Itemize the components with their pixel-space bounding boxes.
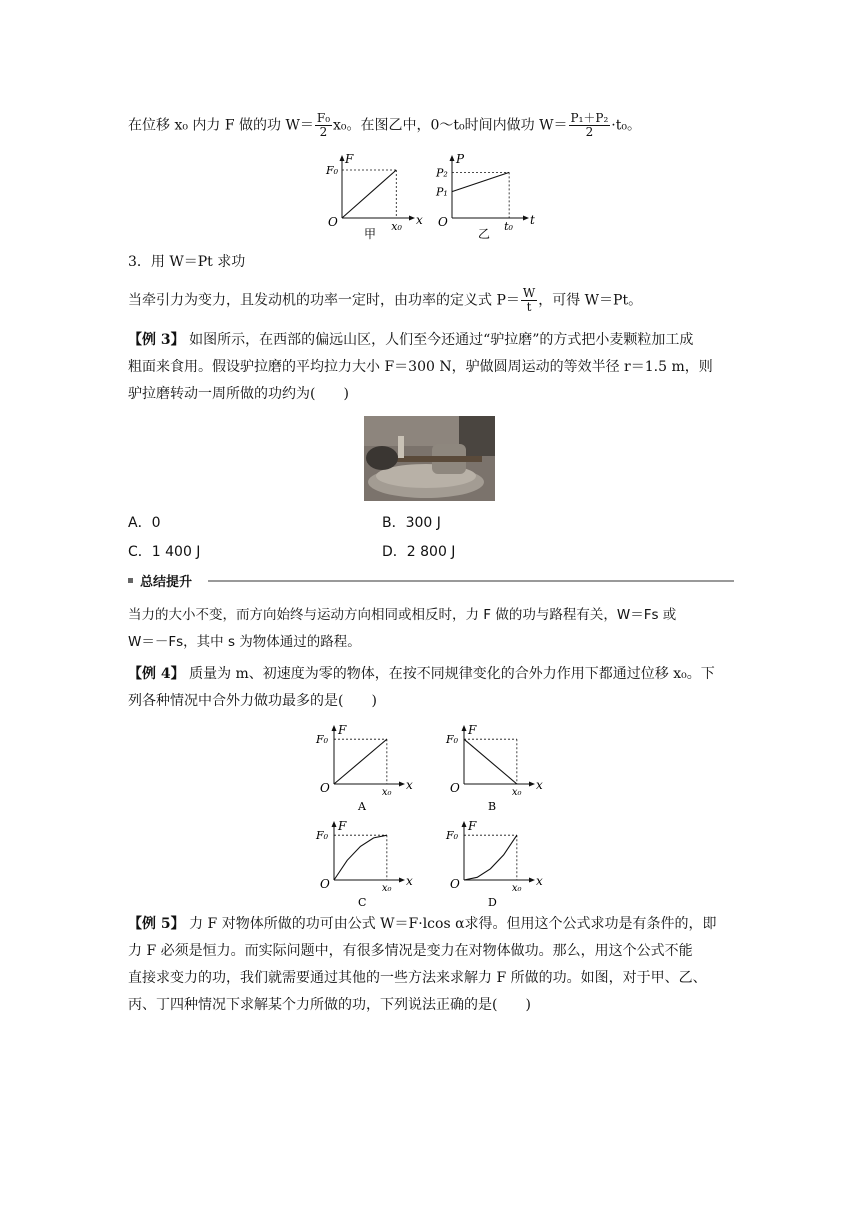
option-a[interactable]: A．0 [128, 515, 161, 531]
graph-option-b [442, 722, 546, 814]
example-3-line-3: 驴拉磨转动一周所做的功约为( ) [128, 386, 349, 402]
fraction-p1p2-over-2: $\frac{\text{P₁＋P₂}}{2}$ [570, 111, 609, 139]
x-axis-label: x [536, 874, 543, 888]
donkey-mill-illustration [364, 416, 495, 501]
x-tick-label: x₀ [511, 883, 522, 894]
x-axis-label: t [530, 213, 535, 227]
donkey [366, 446, 398, 470]
y-tick-label: F₀ [326, 164, 339, 177]
summary-bullet-icon [128, 578, 133, 583]
example-4-line-1: 【例 4】 质量为 m、初速度为零的物体，在按不同规律变化的合外力作用下都通过位移 x₀。下 [128, 666, 715, 682]
x-tick-label: x₀ [391, 220, 402, 233]
summary-label: 总结提升 [140, 575, 193, 590]
y-tick-label: F₀ [446, 829, 459, 843]
graph-caption: A [358, 800, 366, 813]
y-axis-label: P [456, 152, 465, 166]
summary-section-header [128, 574, 734, 588]
example-5-line-3: 直接求变力的功，我们就需要通过其他的一些方法来求解力 F 所做的功。如图，对于甲、乙、 [128, 970, 707, 986]
x-tick-label: x₀ [511, 787, 522, 798]
graph-caption: D [488, 896, 497, 909]
x-axis-arrow [409, 216, 415, 221]
graph-option-a [312, 722, 416, 814]
y-tick-label-p2: P₂ [436, 166, 448, 180]
summary-line-1: 当力的大小不变，而方向始终与运动方向相同或相反时，力 F 做的功与路程有关，W＝Fs 或 [128, 607, 677, 623]
y-tick-label: F₀ [316, 829, 329, 843]
y-tick-label: F₀ [316, 733, 329, 747]
example-4-line-2: 列各种情况中合外力做功最多的是( ) [128, 693, 377, 709]
y-axis-arrow [332, 725, 337, 731]
x-tick-label: t₀ [504, 220, 513, 233]
x-axis-label: x [406, 874, 413, 888]
donkey-mill-photo [364, 416, 495, 501]
example-5-line-1: 【例 5】 力 F 对物体所做的功可由公式 W＝F·lcos α求得。但用这个公式求功是有条件的，即 [128, 916, 717, 932]
example-5-line-4: 丙、丁四种情况下求解某个力所做的功，下列说法正确的是( ) [128, 997, 531, 1013]
graph-option-c [312, 818, 416, 910]
option-d[interactable]: D．2 800 J [382, 544, 456, 560]
y-axis-arrow [450, 155, 455, 161]
y-axis-arrow [462, 821, 467, 827]
fraction-f0-over-2: $\frac{\text{F₀}}{2}$ [316, 111, 331, 139]
fraction-w-over-t: $\frac{W}{t}$ [522, 286, 536, 314]
x-axis-label: x [536, 778, 543, 792]
summary-line-2: W＝－Fs，其中 s 为物体通过的路程。 [128, 634, 361, 650]
example-3-tag: 【例 3】 [128, 332, 185, 348]
option-b[interactable]: B．300 J [382, 515, 441, 531]
example-4-tag: 【例 4】 [128, 666, 185, 682]
x-axis-arrow [399, 878, 405, 883]
section-3-heading: 3．用 W＝Pt 求功 [128, 254, 246, 270]
y-axis-label: F [338, 723, 347, 737]
graph-caption: 甲 [364, 227, 377, 240]
series-line [342, 170, 396, 218]
person [398, 436, 404, 458]
intro-text-1: 在位移 x₀ 内力 F 做的功 W＝ [128, 117, 314, 134]
example-5-line-2: 力 F 必须是恒力。而实际问题中，有很多情况是变力在对物体做功。那么，用这个公式不能 [128, 943, 693, 959]
graph-yi [430, 152, 540, 240]
intro-text-3: ·t₀。 [611, 117, 641, 134]
y-tick-label-p1: P₁ [436, 185, 448, 199]
origin-label: O [450, 781, 460, 795]
intro-text-2: x₀。在图乙中，0～t₀时间内做功 W＝ [333, 117, 568, 134]
series-line [334, 835, 387, 880]
series-line [334, 739, 387, 784]
graph-option-d [442, 818, 546, 910]
graph-caption: 乙 [478, 227, 491, 240]
x-tick-label: x₀ [381, 787, 392, 798]
origin-label: O [438, 215, 448, 229]
y-axis-arrow [340, 155, 345, 161]
x-axis-arrow [529, 782, 535, 787]
example-3-line-1: 【例 3】 如图所示，在西部的偏远山区，人们至今还通过“驴拉磨”的方式把小麦颗粒加工成 [128, 332, 694, 348]
y-axis-arrow [332, 821, 337, 827]
y-axis-label: F [338, 819, 347, 833]
graph-caption: B [488, 800, 497, 813]
graph-jia [320, 152, 424, 240]
example-5-tag: 【例 5】 [128, 916, 185, 932]
example-3-line-2: 粗面来食用。假设驴拉磨的平均拉力大小 F＝300 N，驴做圆周运动的等效半径 r＝1.5 m，则 [128, 359, 713, 375]
origin-label: O [320, 877, 330, 891]
option-c[interactable]: C．1 400 J [128, 544, 201, 560]
x-axis-arrow [399, 782, 405, 787]
x-axis-label: x [406, 778, 413, 792]
x-axis-arrow [529, 878, 535, 883]
x-axis-arrow [523, 216, 529, 221]
series-line [464, 739, 517, 784]
section-3-body: 当牵引力为变力，且发动机的功率一定时，由功率的定义式 P＝ $\frac{W}{t}$ ，可得 W＝Pt。 [128, 286, 643, 314]
y-axis-label: F [468, 723, 477, 737]
intro-line [128, 112, 641, 139]
graph-caption: C [358, 896, 367, 909]
x-tick-label: x₀ [381, 883, 392, 894]
origin-label: O [320, 781, 330, 795]
x-axis-label: x [416, 213, 423, 227]
y-axis-label: F [468, 819, 477, 833]
series-line [464, 835, 517, 880]
y-axis-label: F [345, 152, 354, 166]
origin-label: O [450, 877, 460, 891]
origin-label: O [328, 215, 338, 229]
y-axis-arrow [462, 725, 467, 731]
y-tick-label: F₀ [446, 733, 459, 747]
series-line [452, 172, 509, 191]
summary-rule [208, 580, 734, 582]
